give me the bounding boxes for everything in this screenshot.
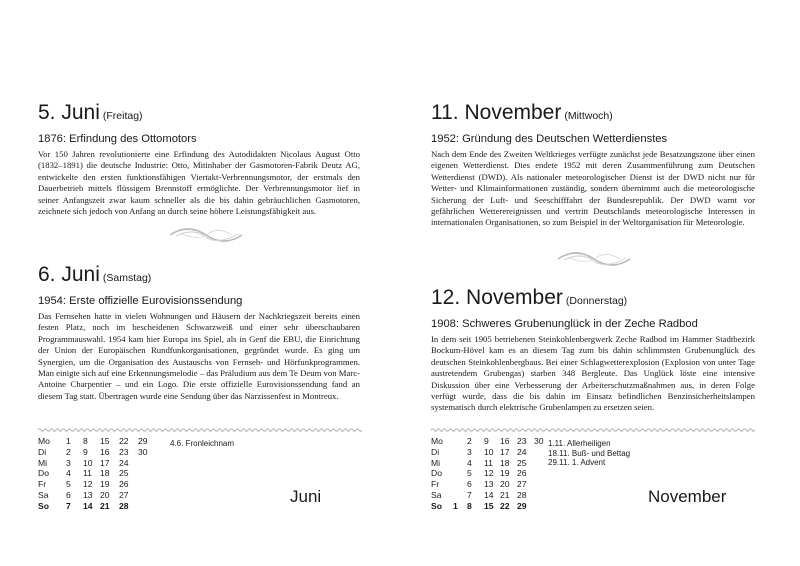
holiday-item: 18.11. Buß- und Bettag [548, 448, 631, 458]
date-cell: 16 [500, 436, 510, 446]
calendar-june [38, 436, 178, 512]
date-cell: 6 [66, 489, 71, 500]
day-weekday: (Samstag) [102, 272, 152, 284]
calendar-row [38, 468, 178, 479]
date-cell: 2 [467, 436, 472, 446]
date-cell: 10 [83, 457, 93, 468]
weekday-label: Di [431, 446, 440, 457]
date-cell: 27 [119, 489, 129, 500]
weekday-label: Mo [431, 436, 443, 446]
day-date: 11. November [431, 101, 562, 124]
holiday-item: 1.11. Allerheiligen [548, 439, 611, 448]
right-page [400, 0, 800, 566]
date-cell: 25 [517, 457, 527, 468]
date-cell: 2 [66, 446, 71, 457]
date-cell: 29 [517, 500, 527, 511]
calendar-row [431, 479, 581, 490]
date-cell: 1 [66, 436, 71, 446]
date-cell: 28 [517, 489, 527, 500]
weekday-label: So [38, 500, 49, 511]
date-cell: 20 [100, 489, 110, 500]
date-cell: 19 [100, 479, 110, 490]
date-cell: 21 [100, 500, 110, 511]
weekday-label: Fr [431, 479, 440, 490]
event-title: 1876: Erfindung des Ottomotors [38, 133, 197, 145]
date-cell: 27 [517, 479, 527, 490]
holiday-list [548, 439, 630, 468]
entry-june-5 [38, 101, 360, 217]
date-cell: 24 [517, 446, 527, 457]
date-cell: 10 [484, 446, 494, 457]
weekday-label: Mi [38, 457, 48, 468]
calendar-row [431, 490, 581, 501]
date-cell: 5 [66, 479, 71, 490]
date-cell: 29 [138, 436, 148, 446]
day-weekday: (Mittwoch) [564, 110, 613, 122]
entry-june-6 [38, 263, 360, 402]
date-cell: 23 [119, 446, 129, 457]
wavy-divider [431, 427, 755, 433]
wavy-divider [38, 427, 362, 433]
date-cell: 3 [467, 446, 472, 457]
calendar-row [38, 447, 178, 458]
weekday-label: Di [38, 446, 47, 457]
date-cell: 16 [100, 446, 110, 457]
date-cell: 13 [83, 489, 93, 500]
weekday-label: Mi [431, 457, 441, 468]
date-cell: 8 [467, 500, 472, 511]
date-cell: 22 [119, 436, 129, 446]
date-cell: 11 [83, 468, 92, 479]
date-cell: 30 [534, 436, 544, 446]
month-name: Juni [290, 487, 322, 506]
event-text: Nach dem Ende des Zweiten Weltkrieges verfügte zunächst jede Besatzungszone über einen eigenen Wetterdienst. Dies endete 1952 mit deren Zusammenführung zum Deutschen Wetterdienst (DWD). Als nationaler meteorologischer Dienst ist der DWD nicht nur für Wetter- und Klimainformationen zuständig, sondern übernimmt auch die meteorologische Sicherung der Luft- und Seeschifffahrt der Bundesrepublik. Der DWD warnt vor gefährlichen Wetterereignissen und vertritt Deutschlands meteorologische Interessen in internationalen Organisationen, so zum Beispiel in der Weltorganisation für Meteorologie. [431, 149, 755, 228]
weekday-label: Sa [38, 489, 49, 500]
day-heading [431, 101, 755, 128]
day-date: 5. Juni [38, 101, 100, 124]
entry-november-12 [431, 286, 755, 414]
date-cell: 25 [119, 468, 129, 479]
entry-november-11 [431, 101, 755, 229]
date-cell: 5 [467, 468, 472, 479]
date-cell: 14 [83, 500, 93, 511]
date-cell: 20 [500, 479, 510, 490]
date-cell: 13 [484, 479, 494, 490]
date-cell: 7 [66, 500, 71, 511]
date-cell: 18 [500, 457, 510, 468]
weekday-label: So [431, 500, 442, 511]
date-cell: 17 [500, 446, 510, 457]
day-heading [38, 101, 360, 128]
calendar-row [38, 490, 178, 501]
event-text: In dem seit 1905 betriebenen Steinkohlenbergwerk Zeche Radbod im Hammer Stadtbezirk Bockum-Hövel kam es an diesem Tag zum bis dahin schlimmsten Grubenunglück des deutschen Steinkohlenbergbaus. Bei einer Schlagwetterexplosion (Explosion von unter Tage austretendem Grubengas) starben 348 Bergleute. Das Unglück löste eine intensive Diskussion über eine Verbesserung der Arbeiterschutzmaßnahmen aus, in deren Folge verfügt wurde, dass die bis dahin im Einsatz befindlichen Benzinsicherheitslampen systematisch durch elektrische Grubenlampen zu ersetzen seien. [431, 334, 755, 413]
date-cell: 22 [500, 500, 510, 511]
date-cell: 15 [100, 436, 110, 446]
flourish-ornament [168, 226, 244, 244]
weekday-label: Mo [38, 436, 50, 446]
day-weekday: (Donnerstag) [565, 295, 628, 307]
date-cell: 26 [517, 468, 527, 479]
date-cell: 17 [100, 457, 110, 468]
date-cell: 23 [517, 436, 527, 446]
day-heading [431, 286, 755, 313]
date-cell: 4 [467, 457, 472, 468]
event-title: 1908: Schweres Grubenunglück in der Zeche Radbod [431, 318, 698, 330]
event-text: Vor 150 Jahren revolutionierte eine Erfindung des Autodidakten Nicolaus August Otto (1832–1891) die deutsche Industrie: Otto, Mitinhaber der Gasmotoren-Fabrik Deutz AG, entwickelte den ersten funktionsfähigen Viertakt-Verbrennungsmotor, der erstmals den Dauerbetrieb mittels flüssigem Brennstoff ermöglichte. Der Verbrennungsmotor lief in seiner Anfangszeit zwar kaum schneller als die bis dahin gebräuchlichen Gasmotoren, zeichnete sich jedoch von Anfang an durch seine höhere Leistungsfähigkeit aus. [38, 149, 360, 217]
date-cell: 9 [484, 436, 489, 446]
month-name: November [648, 487, 727, 506]
calendar-row [431, 468, 581, 479]
date-cell: 9 [83, 446, 88, 457]
date-cell: 19 [500, 468, 510, 479]
weekday-label: Do [431, 468, 442, 479]
date-cell: 7 [467, 489, 472, 500]
date-cell: 3 [66, 457, 71, 468]
event-title: 1954: Erste offizielle Eurovisionssendung [38, 295, 243, 307]
date-cell: 1 [453, 500, 458, 511]
date-cell: 8 [83, 436, 88, 446]
date-cell: 24 [119, 457, 129, 468]
date-cell: 14 [484, 489, 494, 500]
day-weekday: (Freitag) [102, 110, 143, 122]
calendar-row-sunday [38, 501, 178, 512]
day-date: 6. Juni [38, 263, 100, 286]
calendar-row [38, 479, 178, 490]
flourish-ornament [556, 250, 632, 268]
date-cell: 21 [500, 489, 510, 500]
event-text: Das Fernsehen hatte in vielen Wohnungen und Häusern der Nachkriegszeit bereits einen festen Platz, noch im bescheidenen Schwarzweiß und einer sehr überschaubaren Programmauswahl. 1954 kam hier Europa ins Spiel, als in Genf die EBU, die Einrichtung der Union der Europäischen Rundfunkorganisationen, gegründet wurde. Es ging um Synergien, um die Organisation des Austauschs von Fernseh- und Hörfunkprogrammen. Man einigte sich auf eine Erkennungsmelodie – das Präludium aus dem Te Deum von Marc-Antoine Charpentier – und ein Logo. Die erste offizielle Eurovisionssendung fand an diesem Tag statt. Übertragen wurde eine Sendung über das Narzissenfest in Montreux. [38, 311, 360, 401]
date-cell: 12 [484, 468, 494, 479]
weekday-label: Fr [38, 479, 47, 490]
event-title: 1952: Gründung des Deutschen Wetterdienstes [431, 133, 668, 145]
date-cell: 26 [119, 479, 129, 490]
date-cell: 28 [119, 500, 129, 511]
weekday-label: Sa [431, 489, 442, 500]
date-cell: 18 [100, 468, 110, 479]
date-cell: 6 [467, 479, 472, 490]
date-cell: 11 [484, 457, 493, 468]
date-cell: 30 [138, 446, 148, 457]
calendar-row [38, 436, 178, 447]
day-date: 12. November [431, 286, 563, 309]
day-heading [38, 263, 360, 290]
calendar-row-sunday [431, 501, 581, 512]
holiday-item: 29.11. 1. Advent [548, 458, 606, 467]
calendar-row [38, 458, 178, 469]
holiday-list [170, 439, 234, 449]
date-cell: 15 [484, 500, 494, 511]
holiday-item: 4.6. Fronleichnam [170, 439, 235, 448]
weekday-label: Do [38, 468, 49, 479]
date-cell: 4 [66, 468, 71, 479]
date-cell: 12 [83, 479, 93, 490]
